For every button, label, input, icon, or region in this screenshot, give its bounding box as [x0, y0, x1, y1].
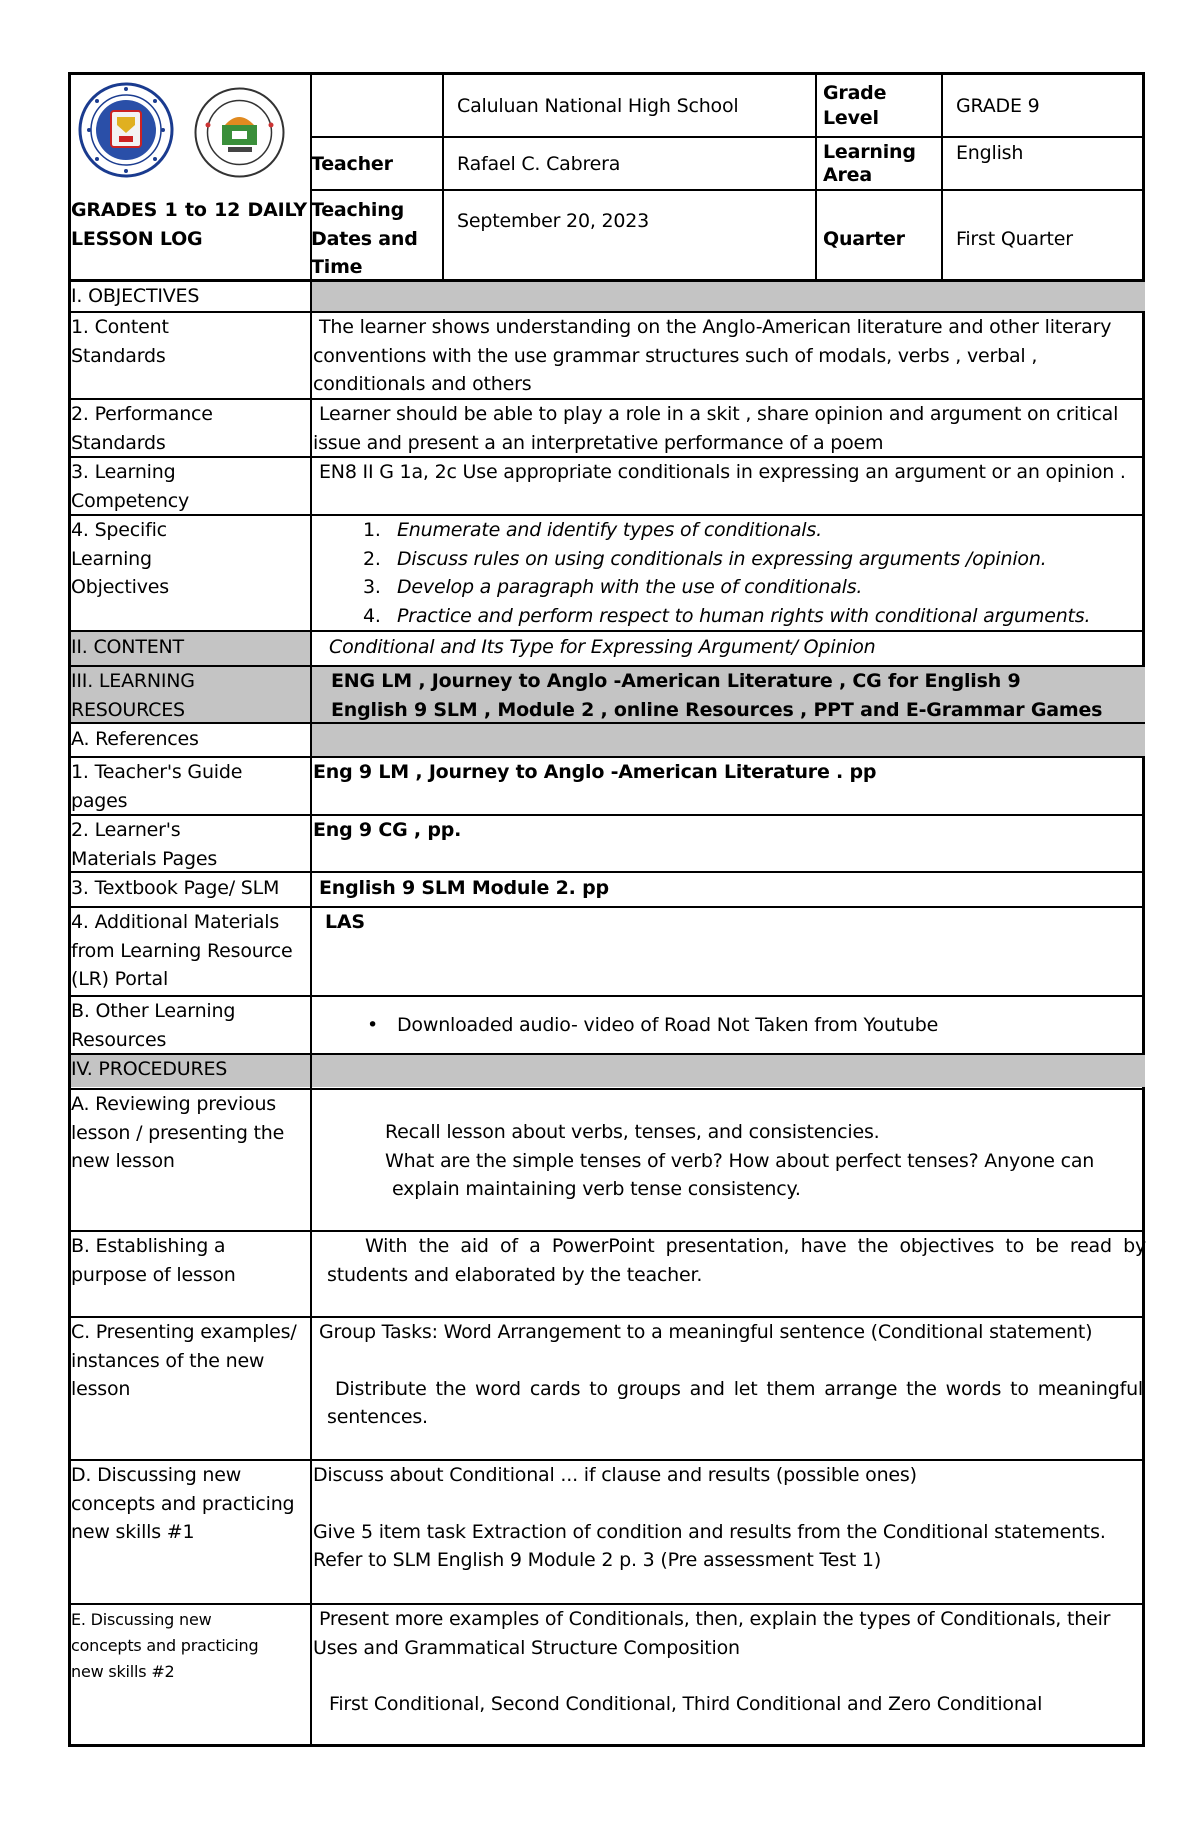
label-line: A. Reviewing previous [71, 1093, 276, 1115]
label-line: Time [311, 256, 363, 278]
procedure-e-label [71, 1607, 258, 1685]
text-line: students and elaborated by the teacher. [327, 1263, 703, 1286]
specific-objectives-list [363, 516, 1090, 630]
item-number: 2. [363, 547, 381, 570]
label-line: new skills #2 [71, 1662, 175, 1681]
label-line: Area [823, 164, 872, 186]
text-line: The learner shows understanding on the Anglo-American literature and other literary [319, 316, 1112, 338]
list-item [363, 602, 1090, 631]
label-line: Competency [71, 489, 190, 512]
item-text: Practice and perform respect to human rights with conditional arguments. [397, 604, 1091, 627]
label-line: Learning [71, 547, 152, 570]
col-divider-header-3 [941, 75, 943, 281]
col-divider-header-1 [442, 75, 444, 281]
references-band [311, 723, 1145, 756]
form-title-line: GRADES 1 to 12 DAILY [71, 199, 307, 221]
list-item [363, 545, 1090, 574]
label-line: 1. Teacher's Guide [71, 761, 243, 783]
label-line: lesson [71, 1378, 131, 1400]
text-line: sentences. [327, 1406, 428, 1428]
label-line: new skills #1 [71, 1521, 195, 1543]
procedure-e-text [313, 1605, 1110, 1719]
procedure-c-text [319, 1318, 1143, 1432]
content-standards-label [71, 313, 169, 370]
label-line: Materials Pages [71, 847, 218, 870]
objectives-heading: I. OBJECTIVES [71, 285, 200, 307]
grade-level-value: GRADE 9 [956, 95, 1040, 117]
quarter-label: Quarter [823, 228, 905, 250]
text-line: conventions with the use grammar structures such of modals, verbs , verbal , [313, 344, 1038, 367]
teaching-dates-label [311, 196, 418, 282]
performance-standards-text [313, 400, 1118, 457]
text-line: Group Tasks: Word Arrangement to a meaningful sentence (Conditional statement) [319, 1321, 1093, 1343]
additional-materials-label [71, 908, 293, 994]
quarter-value: First Quarter [956, 228, 1073, 250]
objectives-band [311, 282, 1145, 312]
label-line: purpose of lesson [71, 1263, 236, 1286]
grade-level-label [823, 81, 886, 131]
procedure-b-text [327, 1232, 1146, 1289]
text-line: Give 5 item task Extraction of condition and results from the Conditional statements. [313, 1520, 1106, 1543]
procedure-a-text [385, 1118, 1094, 1204]
label-line: concepts and practicing [71, 1636, 259, 1655]
performance-standards-label [71, 400, 213, 457]
item-text: Enumerate and identify types of conditionals. [397, 519, 822, 541]
label-line: Standards [71, 344, 166, 367]
specific-objectives-label [71, 516, 169, 602]
learners-materials-value: Eng 9 CG , pp. [313, 819, 462, 841]
label-line: 1. Content [71, 316, 169, 338]
col-divider-header-2 [815, 75, 817, 281]
text-line: Learner should be able to play a role in a skit , share opinion and argument on critical [319, 403, 1119, 425]
label-line: RESOURCES [71, 698, 185, 721]
text-line: Refer to SLM English 9 Module 2 p. 3 (Pre assessment Test 1) [313, 1549, 882, 1571]
text-line: What are the simple tenses of verb? How about perfect tenses? Anyone can [385, 1149, 1095, 1172]
teaching-dates-value: September 20, 2023 [457, 210, 650, 232]
text-line: Distribute the word cards to groups and let them arrange the words to meaningful [335, 1377, 1143, 1400]
learning-competency-label [71, 458, 189, 515]
label-line: Grade [823, 82, 887, 104]
item-text: Discuss rules on using conditionals in expressing arguments /opinion. [397, 547, 1047, 570]
label-line: Resources [71, 1028, 167, 1051]
procedure-d-text [313, 1461, 1106, 1575]
item-text: Develop a paragraph with the use of conditionals. [397, 576, 863, 598]
item-number: 1. [363, 519, 381, 541]
label-line: (LR) Portal [71, 968, 169, 990]
procedure-d-label [71, 1461, 294, 1547]
other-resources-value: Downloaded audio- video of Road Not Taken from Youtube [397, 1014, 939, 1036]
school-seal-logo [192, 85, 287, 180]
label-line: Dates and [311, 227, 418, 250]
learners-materials-label [71, 816, 217, 873]
form-title [71, 196, 307, 253]
row-line [71, 871, 1145, 873]
row-line-header-bottom [71, 279, 1145, 282]
label-line: 4. Additional Materials [71, 911, 280, 933]
procedure-c-label [71, 1318, 297, 1404]
text-line: issue and present a an interpretative performance of a poem [313, 431, 884, 454]
teachers-guide-value: Eng 9 LM , Journey to Anglo -American Literature . pp [313, 761, 877, 783]
label-line: 4. Specific [71, 519, 167, 541]
label-line: lesson / presenting the [71, 1121, 285, 1144]
list-item [363, 573, 1090, 602]
label-line: 2. Learner's [71, 819, 181, 841]
label-line: E. Discussing new [71, 1610, 212, 1629]
textbook-label: 3. Textbook Page/ SLM [71, 877, 280, 899]
label-line: B. Other Learning [71, 1000, 236, 1022]
label-line: new lesson [71, 1150, 175, 1172]
row-line [311, 189, 1145, 191]
label-line: B. Establishing a [71, 1235, 226, 1257]
teachers-guide-label [71, 758, 242, 815]
procedure-a-label [71, 1090, 284, 1176]
text-line: Recall lesson about verbs, tenses, and consistencies. [385, 1121, 880, 1143]
additional-materials-value: LAS [325, 911, 365, 933]
label-line: C. Presenting examples/ [71, 1321, 297, 1343]
deped-seal-logo [77, 81, 175, 179]
text-line: English 9 SLM , Module 2 , online Resources , PPT and E-Grammar Games [331, 698, 1103, 721]
label-line: from Learning Resource [71, 939, 293, 962]
label-line: Learning [823, 141, 916, 163]
procedures-band [71, 1054, 1145, 1087]
label-line: Objectives [71, 576, 169, 598]
list-item [363, 516, 1090, 545]
school-name: Caluluan National High School [457, 95, 739, 117]
label-line: III. LEARNING [71, 670, 195, 692]
text-line: conditionals and others [313, 373, 532, 395]
text-line: Uses and Grammatical Structure Composition [313, 1636, 740, 1659]
text-line: explain maintaining verb tense consistency. [392, 1178, 801, 1200]
learning-competency-text: EN8 II G 1a, 2c Use appropriate conditionals in expressing an argument or an opinion . [319, 461, 1126, 483]
text-line: With the aid of a PowerPoint presentation, have the objectives to be read by [365, 1235, 1146, 1257]
teacher-name: Rafael C. Cabrera [457, 153, 621, 175]
row-line [71, 630, 1145, 632]
resources-heading [71, 667, 195, 724]
text-line: Present more examples of Conditionals, then, explain the types of Conditionals, their [319, 1608, 1111, 1630]
form-title-line: LESSON LOG [71, 227, 203, 250]
label-line: 3. Learning [71, 461, 176, 483]
label-line: concepts and practicing [71, 1492, 295, 1515]
learning-area-value: English [956, 142, 1024, 164]
references-label: A. References [71, 728, 199, 750]
content-heading: II. CONTENT [71, 636, 184, 658]
textbook-value: English 9 SLM Module 2. pp [319, 877, 609, 899]
label-line: D. Discussing new [71, 1464, 242, 1486]
text-line: Discuss about Conditional ... if clause and results (possible ones) [313, 1464, 917, 1486]
content-value: Conditional and Its Type for Expressing Argument/ Opinion [329, 636, 876, 658]
row-line [311, 136, 1145, 138]
label-line: pages [71, 789, 128, 812]
label-line: Teaching [311, 199, 404, 221]
resources-value [331, 667, 1102, 724]
other-resources-label [71, 997, 235, 1054]
label-line: instances of the new [71, 1349, 265, 1372]
procedures-heading: IV. PROCEDURES [71, 1058, 228, 1080]
item-number: 4. [363, 604, 381, 627]
teacher-label: Teacher [311, 153, 393, 175]
lesson-log-table [68, 72, 1145, 1747]
text-line: ENG LM , Journey to Anglo -American Literature , CG for English 9 [331, 670, 1021, 692]
text-line: First Conditional, Second Conditional, Third Conditional and Zero Conditional [329, 1693, 1043, 1715]
content-standards-text [313, 313, 1111, 399]
learning-area-label [823, 141, 916, 187]
label-line: 2. Performance [71, 403, 213, 425]
label-line: Standards [71, 431, 166, 454]
item-number: 3. [363, 576, 381, 598]
col-divider-main [310, 75, 312, 1747]
procedure-b-label [71, 1232, 236, 1289]
label-line: Level [823, 107, 879, 129]
bullet-icon: • [367, 1014, 379, 1036]
